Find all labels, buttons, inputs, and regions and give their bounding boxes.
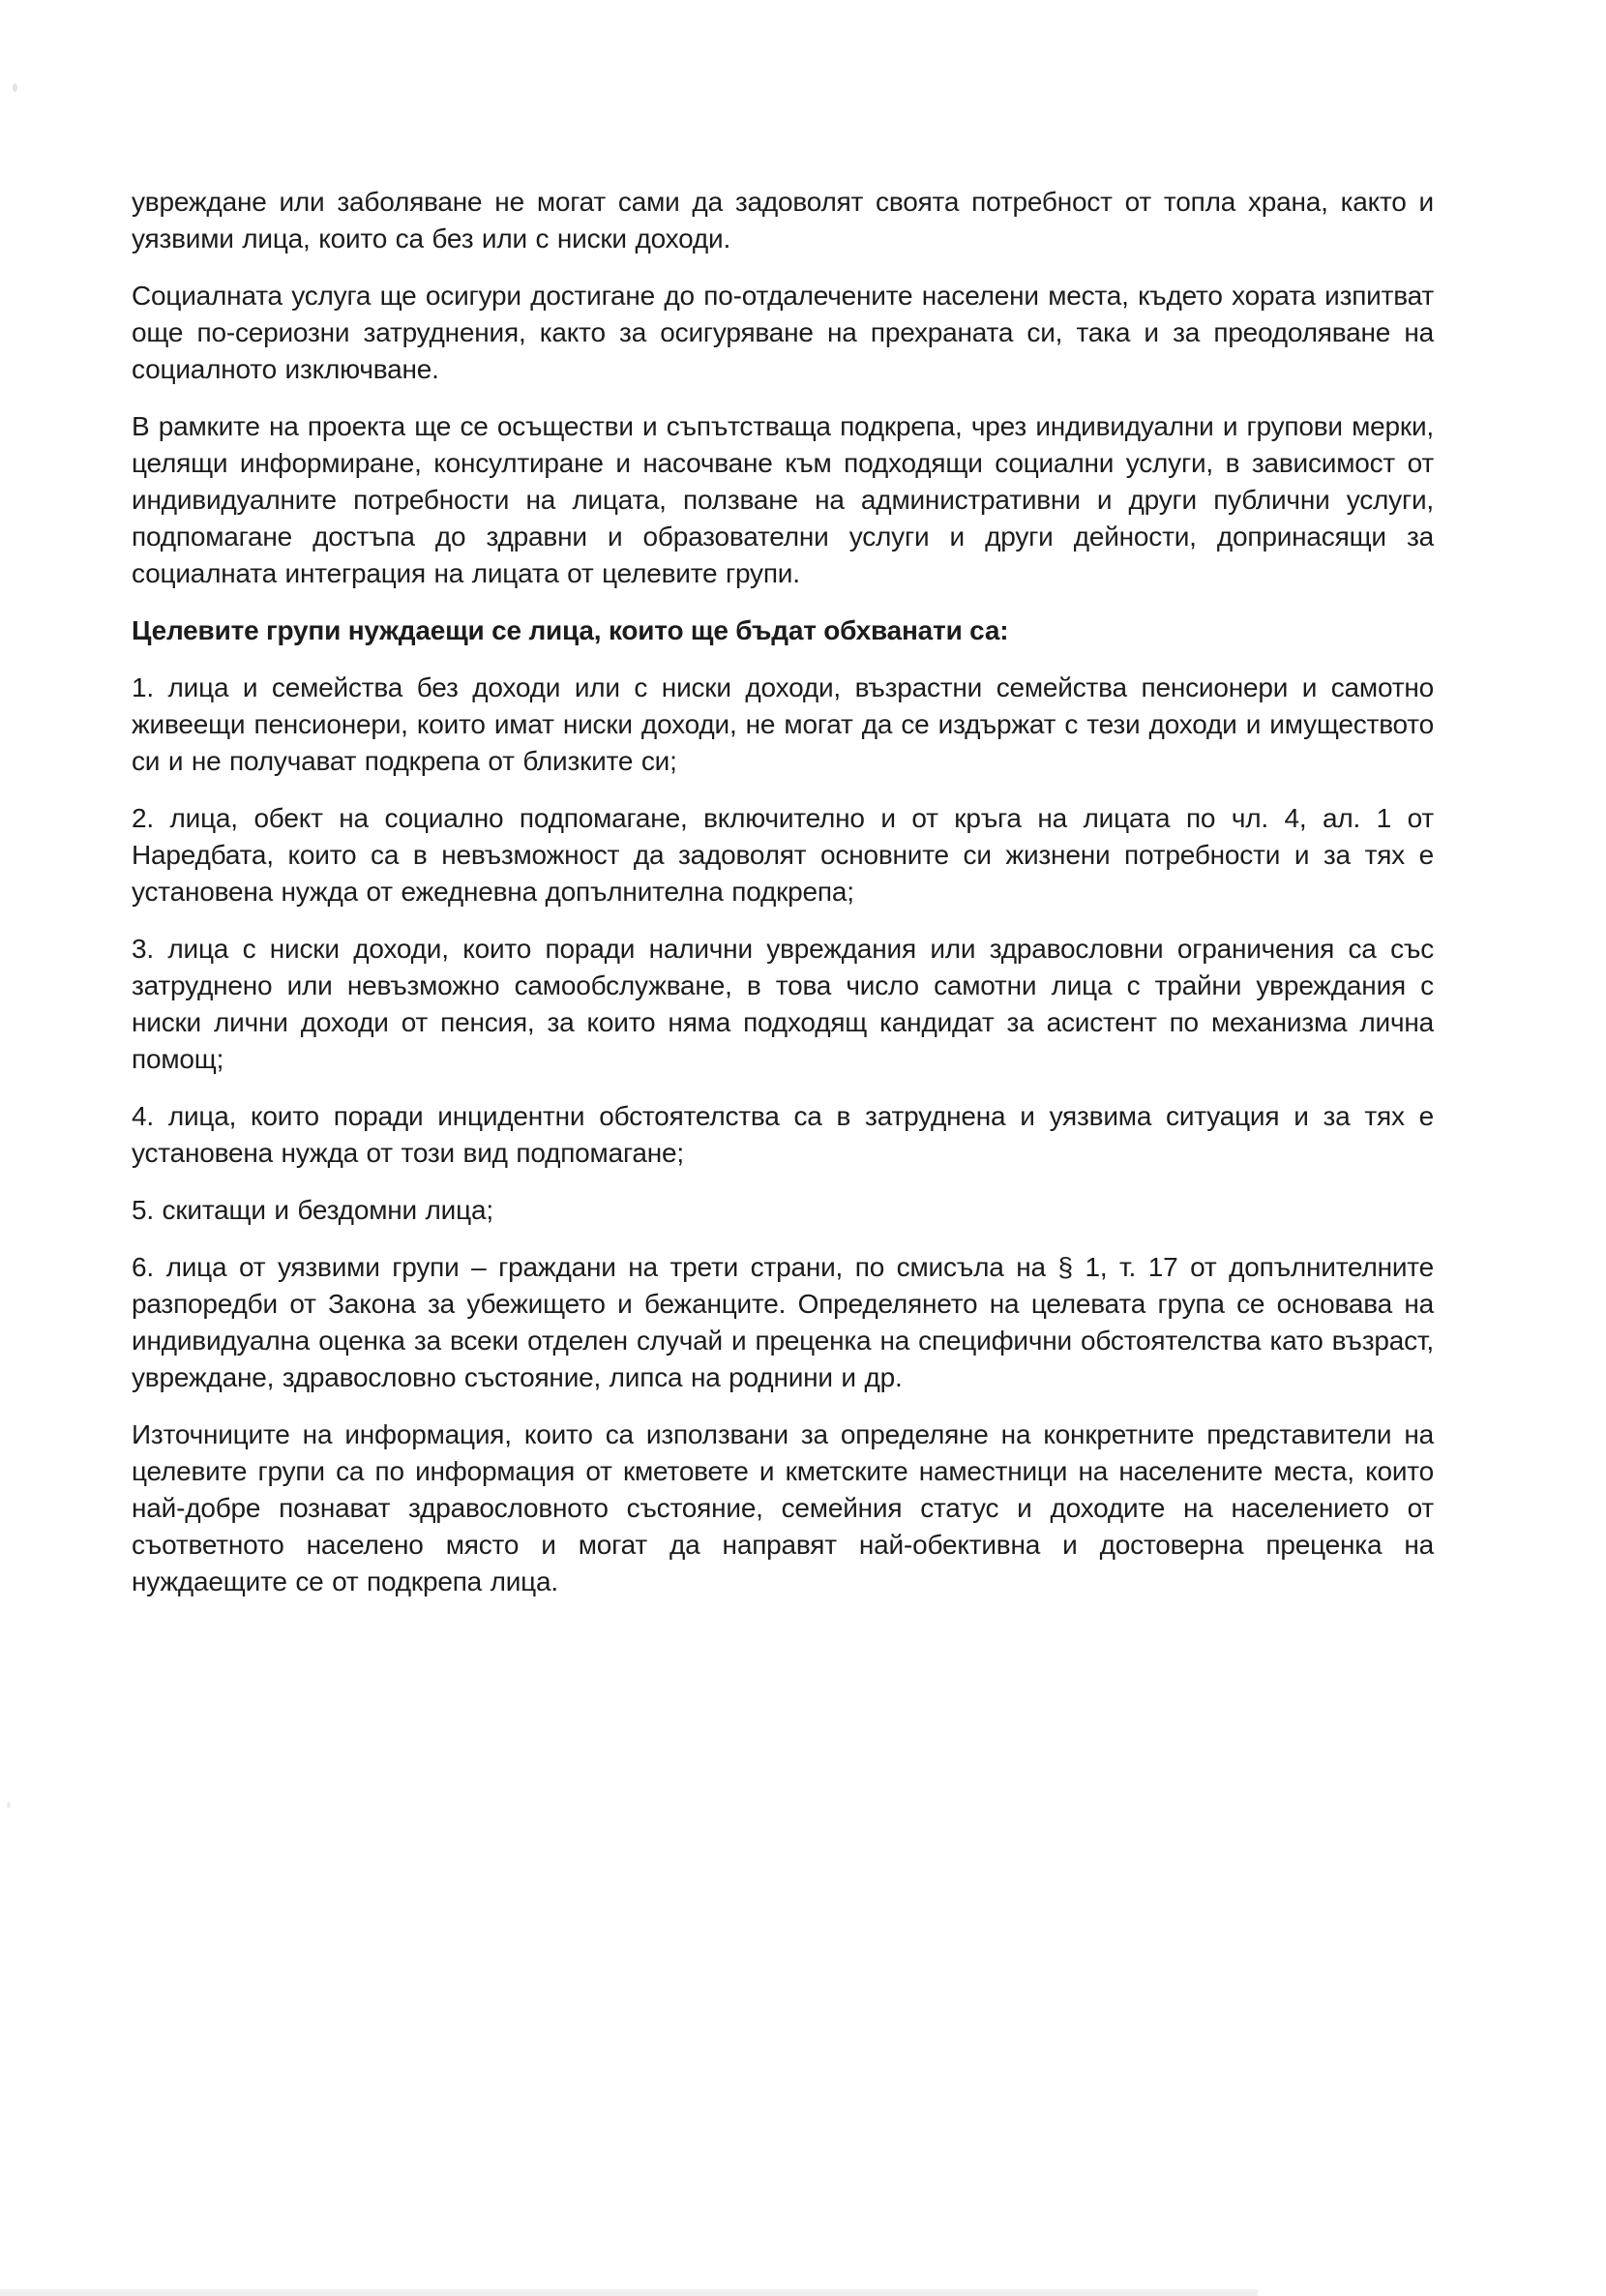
page-edge-shadow bbox=[0, 2289, 1258, 2296]
document-body bbox=[132, 184, 1434, 1621]
target-group-item-5: 5. скитащи и бездомни лица; bbox=[132, 1195, 493, 1225]
target-group-item-2: 2. лица, обект на социално подпомагане, включително и от кръга на лицата по чл. 4, ал. 1 от Наредбата, които са в невъзможност да задоволят основните си жизнени потребности и за тях е установена нужда от ежедневна допълнителна подкрепа; bbox=[132, 803, 1434, 907]
paragraph-project-accompanying-support: В рамките на проекта ще се осъществи и съпътстваща подкрепа, чрез индивидуални и групови мерки, целящи информиране, консултиране и насочване към подходящи социални услуги, в зависимост от индивидуалните потребности на лицата, ползване на административни и други публични услуги, подпомагане достъпа до здравни и образователни услуги и други дейности, допринасящи за социалната интеграция на лицата от целевите групи. bbox=[132, 411, 1434, 588]
target-group-item-1: 1. лица и семейства без доходи или с ниски доходи, възрастни семейства пенсионери и самотно живеещи пенсионери, които имат ниски доходи, не могат да се издържат с тези доходи и имуществото си и не получават подкрепа от близките си; bbox=[132, 672, 1434, 776]
target-group-item-4: 4. лица, които поради инцидентни обстоятелства са в затруднена и уязвима ситуация и за тях е установена нужда от този вид подпомагане; bbox=[132, 1101, 1434, 1168]
target-group-item-3: 3. лица с ниски доходи, които поради налични увреждания или здравословни ограничения са със затруднено или невъзможно самообслужване, в това число самотни лица с трайни увреждания с ниски лични доходи от пенсия, за които няма подходящ кандидат за асистент по механизма лична помощ; bbox=[132, 934, 1434, 1074]
paragraph-continuation-vulnerable-persons: увреждане или заболяване не могат сами да задоволят своята потребност от топла храна, както и уязвими лица, които са без или с ниски доходи. bbox=[132, 187, 1434, 253]
section-heading-target-groups: Целевите групи нуждаещи се лица, които ще бъдат обхванати са: bbox=[132, 615, 1009, 645]
scan-speck bbox=[7, 1802, 11, 1808]
target-group-item-6: 6. лица от уязвими групи – граждани на трети страни, по смисъла на § 1, т. 17 от допълнителните разпоредби от Закона за убежището и бежанците. Определянето на целевата група се основава на индивидуална оценка за всеки отделен случай и преценка на специфични обстоятелства като възраст, увреждане, здравословно състояние, липса на роднини и др. bbox=[132, 1252, 1434, 1392]
paragraph-social-service-reach: Социалната услуга ще осигури достигане до по-отдалечените населени места, където хората изпитват още по-сериозни затруднения, както за осигуряване на прехраната си, така и за преодоляване на социалното изключване. bbox=[132, 281, 1434, 384]
scan-speck bbox=[13, 83, 17, 92]
paragraph-information-sources: Източниците на информация, които са използвани за определяне на конкретните представители на целевите групи са по информация от кметовете и кметските наместници на населените места, които най-добре познават здравословното състояние, семейния статус и доходите на населението от съответното населено място и могат да направят най-обективна и достоверна преценка на нуждаещите се от подкрепа лица. bbox=[132, 1419, 1434, 1596]
